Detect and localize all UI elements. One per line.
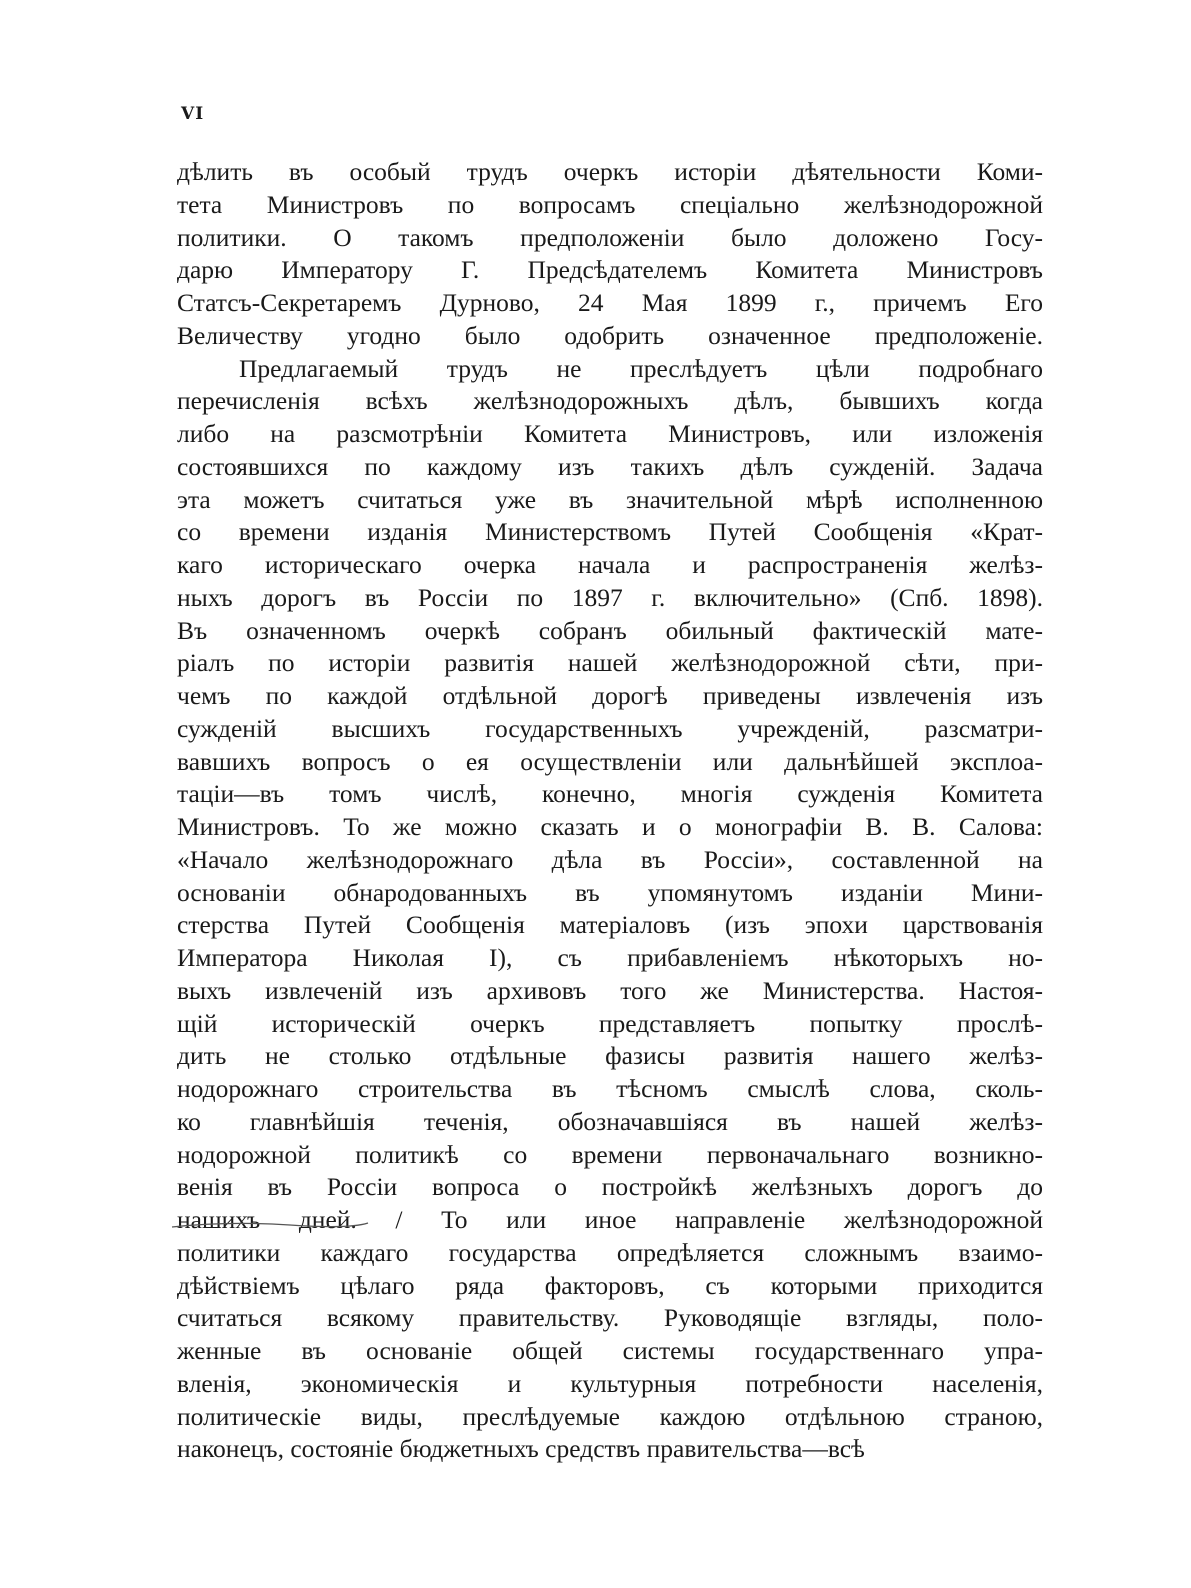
text-line: перечисленія всѣхъ желѣзнодорожныхъ дѣлъ, бывшихъ когда: [177, 386, 1043, 416]
text-line: вавшихъ вопросъ о ея осуществленіи или дальнѣйшей эксплоа-: [177, 746, 1043, 776]
text-line: стерства Путей Сообщенія матеріаловъ (изъ эпохи царствованія: [177, 910, 1043, 940]
text-line: Предлагаемый трудъ не преслѣдуетъ цѣли подробнаго: [239, 353, 1043, 383]
text-line: Статсъ-Секретаремъ Дурново, 24 Мая 1899 г., причемъ Его: [177, 288, 1043, 317]
text-line: дарю Императору Г. Предсѣдателемъ Комитета Министровъ: [177, 255, 1043, 285]
text-line: Императора Николая I), съ прибавленіемъ нѣкоторыхъ но-: [177, 943, 1043, 972]
text-line: наконецъ, состояніе бюджетныхъ средствъ правительства—всѣ: [177, 1434, 865, 1464]
text-line: выхъ извлеченій изъ архивовъ того же Министерства. Настоя-: [177, 975, 1043, 1005]
text-line: нашихъ дней. / То или иное направленіе желѣзнодорожной: [177, 1205, 1043, 1234]
text-line: нодорожной политикѣ со времени первоначальнаго возникно-: [177, 1139, 1043, 1169]
text-line: дить не столько отдѣльные фазисы развитія нашего желѣз-: [177, 1041, 1043, 1071]
text-line: дѣлить въ особый трудъ очеркъ исторіи дѣятельности Коми-: [177, 157, 1043, 186]
text-line: ко главнѣйшія теченія, обозначавшіяся въ нашей желѣз-: [177, 1106, 1043, 1136]
text-line: со времени изданія Министерствомъ Путей Сообщенія «Крат-: [177, 517, 1043, 547]
text-line: венія въ Россіи вопроса о постройкѣ желѣзныхъ дорогъ до: [177, 1172, 1043, 1202]
text-line: Въ означенномъ очеркѣ собранъ обильный фактическій мате-: [177, 615, 1043, 645]
text-line: политическіе виды, преслѣдуемые каждою отдѣльною страною,: [177, 1401, 1043, 1431]
text-line: политики каждаго государства опредѣляется сложнымъ взаимо-: [177, 1237, 1043, 1267]
text-line: вленія, экономическія и культурныя потребности населенія,: [177, 1368, 1043, 1398]
text-line: чемъ по каждой отдѣльной дорогѣ приведены извлеченія изъ: [177, 681, 1043, 710]
text-line: ныхъ дорогъ въ Россіи по 1897 г. включительно» (Спб. 1898).: [177, 582, 1043, 612]
text-line: каго историческаго очерка начала и распространенія желѣз-: [177, 550, 1043, 579]
text-line: дѣйствіемъ цѣлаго ряда факторовъ, съ которыми приходится: [177, 1270, 1043, 1300]
text-line: Министровъ. То же можно сказать и о монографіи В. В. Салова:: [177, 812, 1043, 841]
text-line: политики. О такомъ предположеніи было доложено Госу-: [177, 222, 1043, 252]
text-line: щій историческій очеркъ представляетъ попытку прослѣ-: [177, 1008, 1043, 1038]
text-line: основаніи обнародованныхъ въ упомянутомъ изданіи Мини-: [177, 877, 1043, 907]
text-line: Величеству угодно было одобрить означенное предположеніе.: [177, 320, 1043, 350]
text-line: женные въ основаніе общей системы государственнаго упра-: [177, 1336, 1043, 1365]
text-line: сужденій высшихъ государственныхъ учрежденій, разсматри-: [177, 713, 1043, 743]
text-line: ріалъ по исторіи развитія нашей желѣзнодорожной сѣти, при-: [177, 648, 1043, 678]
text-line: таціи—въ томъ числѣ, конечно, многія сужденія Комитета: [177, 779, 1043, 809]
text-line: состоявшихся по каждому изъ такихъ дѣлъ сужденій. Задача: [177, 451, 1043, 481]
text-line: считаться всякому правительству. Руководящіе взгляды, поло-: [177, 1303, 1043, 1333]
text-line: «Начало желѣзнодорожнаго дѣла въ Россіи», составленной на: [177, 844, 1043, 874]
body-text: [177, 156, 1043, 1466]
text-line: либо на разсмотрѣніи Комитета Министровъ, или изложенія: [177, 419, 1043, 448]
text-line: тета Министровъ по вопросамъ спеціально желѣзнодорожной: [177, 189, 1043, 219]
text-line: нодорожнаго строительства въ тѣсномъ смыслѣ слова, сколь-: [177, 1074, 1043, 1103]
page-number: VI: [181, 104, 205, 124]
text-line: эта можетъ считаться уже въ значительной мѣрѣ исполненною: [177, 484, 1043, 514]
